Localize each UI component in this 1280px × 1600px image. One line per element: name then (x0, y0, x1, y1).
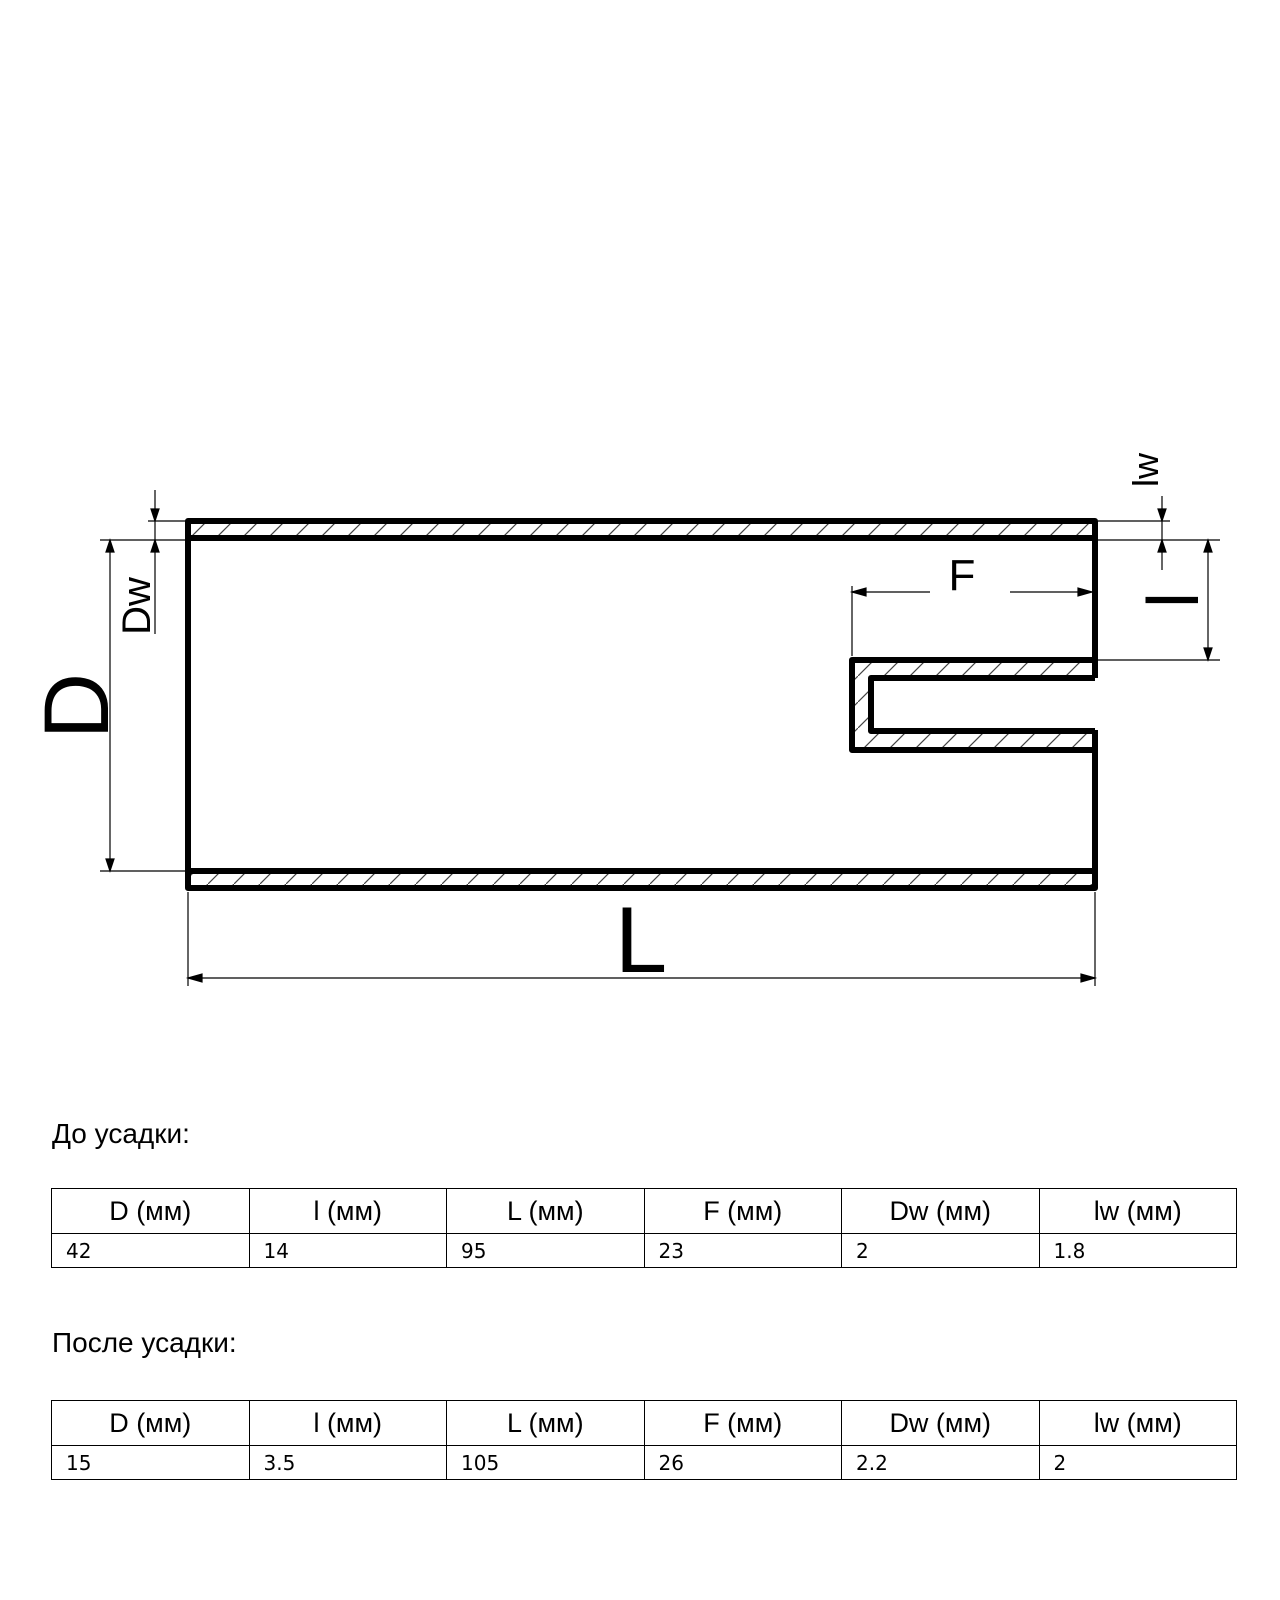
spec-table-after (51, 1400, 1237, 1480)
label-lw: lw (1125, 453, 1166, 487)
value-cell: 3.5 (249, 1446, 447, 1480)
spec-table-before (51, 1188, 1237, 1268)
label-l: l (1134, 592, 1214, 608)
value-cell: 95 (447, 1234, 645, 1268)
value-cell: 26 (644, 1446, 842, 1480)
section-title-after: После усадки: (52, 1327, 237, 1358)
value-cell: 105 (447, 1446, 645, 1480)
header-cell: lw (мм) (1039, 1401, 1237, 1446)
header-cell: l (мм) (249, 1189, 447, 1234)
header-cell: l (мм) (249, 1401, 447, 1446)
value-cell: 42 (52, 1234, 250, 1268)
label-D: D (26, 672, 128, 740)
label-F: F (948, 551, 976, 600)
value-cell: 2 (1039, 1446, 1237, 1480)
label-L: L (614, 887, 668, 992)
value-cell: 15 (52, 1446, 250, 1480)
header-cell: Dw (мм) (842, 1401, 1040, 1446)
table-header-row (52, 1401, 1237, 1446)
table-row (52, 1234, 1237, 1268)
section-title-before: До усадки: (52, 1118, 190, 1149)
value-cell: 1.8 (1039, 1234, 1237, 1268)
header-cell: F (мм) (644, 1189, 842, 1234)
table-header-row (52, 1189, 1237, 1234)
fold-bottom-hatch (871, 732, 1093, 749)
header-cell: F (мм) (644, 1401, 842, 1446)
header-cell: L (мм) (447, 1189, 645, 1234)
value-cell: 2.2 (842, 1446, 1040, 1480)
header-cell: L (мм) (447, 1401, 645, 1446)
value-cell: 14 (249, 1234, 447, 1268)
header-cell: Dw (мм) (842, 1189, 1040, 1234)
header-cell: D (мм) (52, 1401, 250, 1446)
header-cell: D (мм) (52, 1189, 250, 1234)
value-cell: 2 (842, 1234, 1040, 1268)
table-row (52, 1446, 1237, 1480)
value-cell: 23 (644, 1234, 842, 1268)
label-Dw: Dw (115, 577, 159, 635)
header-cell: lw (мм) (1039, 1189, 1237, 1234)
